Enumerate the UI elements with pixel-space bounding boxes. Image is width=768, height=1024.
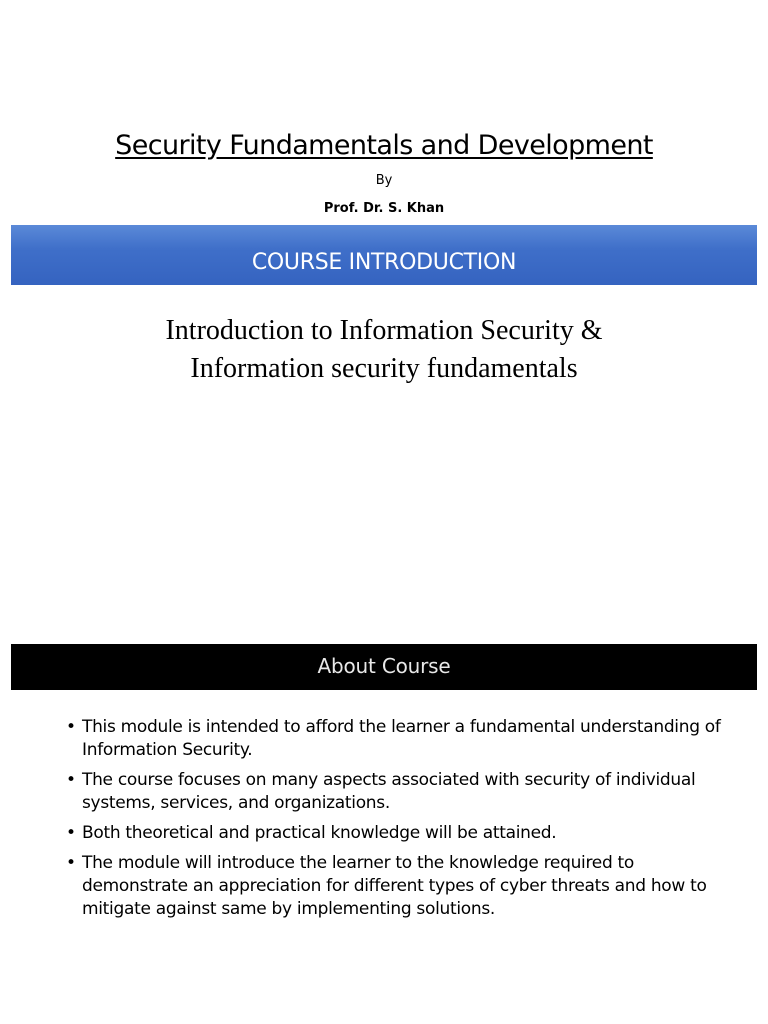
slide-title: Security Fundamentals and Development: [115, 130, 653, 161]
list-item: [64, 822, 724, 845]
bullet-icon: •: [66, 853, 76, 873]
bullet-icon: •: [66, 823, 76, 843]
list-item: [64, 852, 724, 921]
list-item-text: The module will introduce the learner to the knowledge required to demonstrate an appreciation for different types of cyber threats and how to mitigate against same by implementing solutions.: [82, 853, 707, 919]
about-course-bar: About Course: [11, 644, 757, 690]
intro-heading-line-1: Introduction to Information Security &: [165, 315, 603, 346]
bullet-icon: •: [66, 770, 76, 790]
intro-heading-line-2: Information security fundamentals: [190, 353, 578, 384]
bullet-icon: •: [66, 717, 76, 737]
list-item-text: This module is intended to afford the learner a fundamental understanding of Information Security.: [82, 717, 721, 760]
intro-heading: [0, 312, 768, 388]
course-introduction-banner: COURSE INTRODUCTION: [11, 225, 757, 285]
list-item: [64, 769, 724, 815]
list-item-text: Both theoretical and practical knowledge will be attained.: [82, 823, 557, 843]
author-name: Prof. Dr. S. Khan: [323, 201, 445, 216]
list-item: [64, 716, 724, 762]
list-item-text: The course focuses on many aspects associated with security of individual systems, services, and organizations.: [82, 770, 696, 813]
about-course-list: [64, 716, 724, 928]
by-line: By: [375, 173, 393, 188]
